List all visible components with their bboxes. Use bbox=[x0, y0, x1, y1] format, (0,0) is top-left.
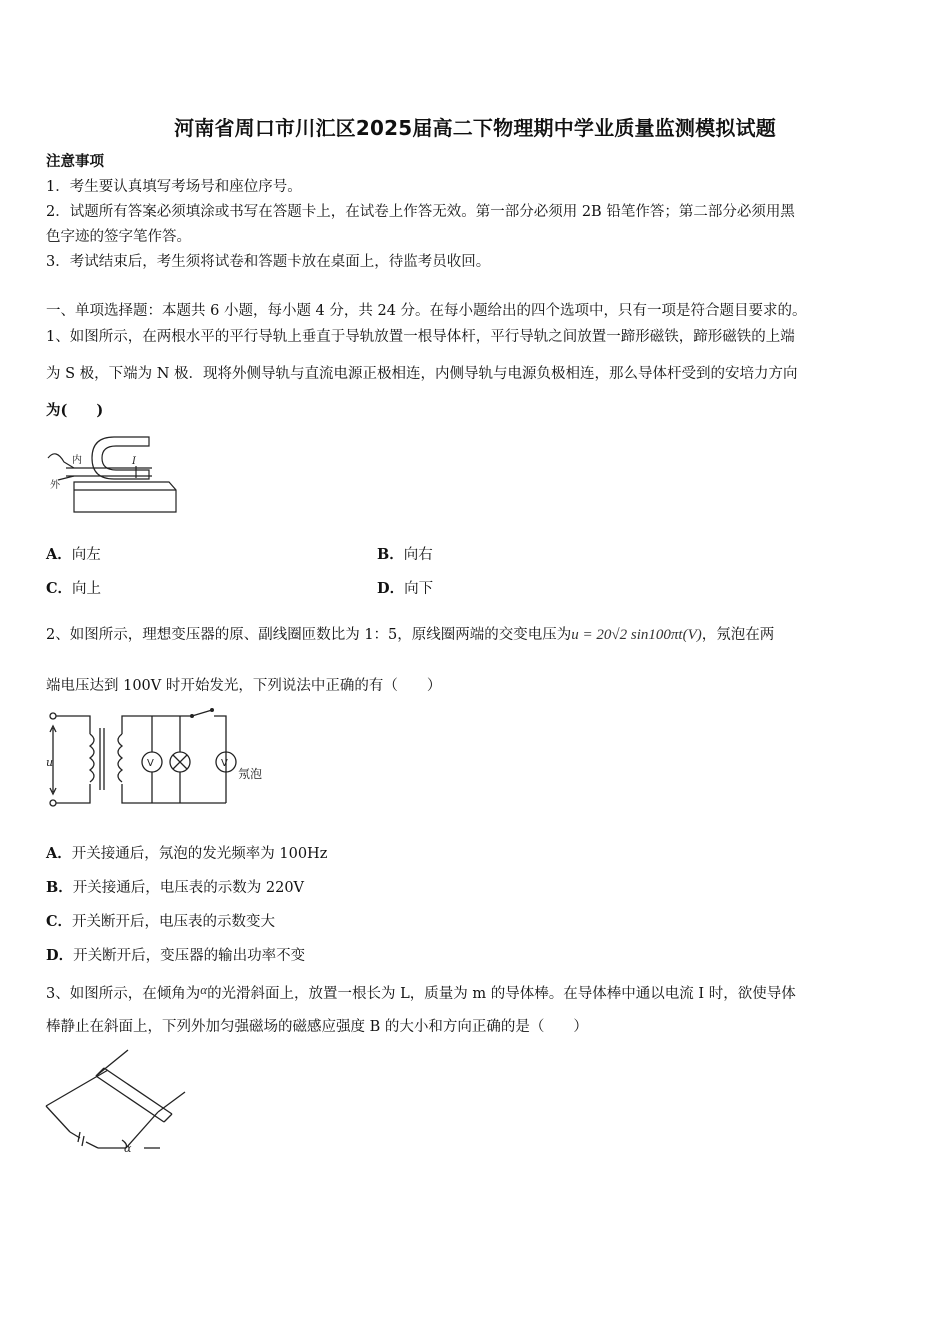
option-key: D． bbox=[46, 947, 74, 964]
q2-option-b[interactable] bbox=[46, 878, 304, 898]
q1-option-b[interactable] bbox=[377, 545, 433, 565]
q3-stem-line bbox=[46, 980, 796, 1004]
q3-angle-symbol: α bbox=[200, 982, 208, 997]
option-text: 开关接通后，电压表的示数为 220V bbox=[72, 880, 305, 896]
q2-option-d[interactable] bbox=[46, 946, 305, 966]
q2-stem-text: 2、如图所示，理想变压器的原、副线圈匝数比为 1：5，原线圈两端的交变电压为 bbox=[46, 627, 572, 643]
option-text: 向左 bbox=[71, 547, 101, 563]
option-text: 向下 bbox=[404, 581, 434, 597]
option-text: 开关断开后，变压器的输出功率不变 bbox=[73, 948, 306, 964]
notice-heading: 注意事项 bbox=[46, 153, 104, 170]
voltmeter-symbol: V bbox=[221, 758, 228, 769]
fig-label: 外 bbox=[50, 480, 60, 491]
q1-magnet-rail-figure bbox=[44, 432, 184, 516]
page-title: 河南省周口市川汇区2025届高二下物理期中学业质量监测模拟试题 bbox=[174, 116, 776, 140]
option-key: D． bbox=[377, 580, 405, 597]
option-key: A． bbox=[46, 845, 72, 862]
q1-stem-line: 为( ) bbox=[46, 402, 104, 419]
q1-stem-line: 为 S 极，下端为 N 极．现将外侧导轨与直流电源正极相连，内侧导轨与电源负极相连，那么导体杆受到的安培力方向 bbox=[46, 366, 798, 382]
q2-stem-line: 端电压达到 100V 时开始发光，下列说法中正确的有（ ） bbox=[46, 678, 442, 694]
notice-item: 2．试题所有答案必须填涂或书写在答题卡上，在试卷上作答无效。第一部分必须用 2B 铅笔作答；第二部分必须用黑 bbox=[46, 204, 795, 220]
q3-incline-figure bbox=[40, 1044, 190, 1154]
notice-item: 1．考生要认真填写考场号和座位序号。 bbox=[46, 179, 302, 195]
option-text: 向右 bbox=[403, 547, 433, 563]
q2-option-a[interactable] bbox=[46, 844, 327, 864]
q3-stem-text: 3、如图所示，在倾角为 bbox=[46, 986, 201, 1002]
notice-item: 3．考试结束后，考生须将试卷和答题卡放在桌面上，待监考员收回。 bbox=[46, 254, 491, 270]
option-key: B． bbox=[377, 546, 404, 563]
option-text: 向上 bbox=[72, 581, 102, 597]
fig-label: 氖泡 bbox=[238, 767, 263, 781]
voltmeter-symbol: V bbox=[147, 758, 154, 769]
option-key: C． bbox=[46, 913, 73, 930]
q2-transformer-circuit-figure bbox=[44, 706, 274, 810]
q1-stem-line: 1、如图所示，在两根水平的平行导轨上垂直于导轨放置一根导体杆，平行导轨之间放置一蹄形磁铁，蹄形磁铁的上端 bbox=[46, 329, 795, 345]
q2-stem-text: ，氖泡在两 bbox=[701, 627, 775, 643]
q1-option-a[interactable] bbox=[46, 545, 101, 565]
q2-voltage-formula: u = 20√2 sin100πt(V) bbox=[571, 627, 702, 643]
option-key: A． bbox=[46, 546, 72, 563]
fig-label: u bbox=[46, 756, 54, 769]
option-key: C． bbox=[46, 580, 73, 597]
q3-stem-line: 棒静止在斜面上，下列外加匀强磁场的磁感应强度 B 的大小和方向正确的是（ ） bbox=[46, 1019, 588, 1035]
option-text: 开关断开后，电压表的示数变大 bbox=[72, 914, 276, 930]
q1-option-c[interactable] bbox=[46, 579, 101, 599]
section-heading: 一、单项选择题：本题共 6 小题，每小题 4 分，共 24 分。在每小题给出的四个选项中，只有一项是符合题目要求的。 bbox=[46, 303, 807, 319]
q2-option-c[interactable] bbox=[46, 912, 275, 932]
fig-label: α bbox=[124, 1142, 132, 1154]
notice-item: 色字迹的签字笔作答。 bbox=[46, 229, 191, 245]
q1-option-d[interactable] bbox=[377, 579, 433, 599]
q2-stem-line bbox=[46, 625, 774, 645]
fig-label: 内 bbox=[72, 455, 82, 466]
fig-label: I bbox=[132, 456, 136, 467]
option-text: 开关接通后，氖泡的发光频率为 100Hz bbox=[71, 846, 328, 862]
option-key: B． bbox=[46, 879, 73, 896]
q3-stem-text: 的光滑斜面上，放置一根长为 L，质量为 m 的导体棒。在导体棒中通以电流 I 时，欲使导体 bbox=[207, 986, 796, 1002]
